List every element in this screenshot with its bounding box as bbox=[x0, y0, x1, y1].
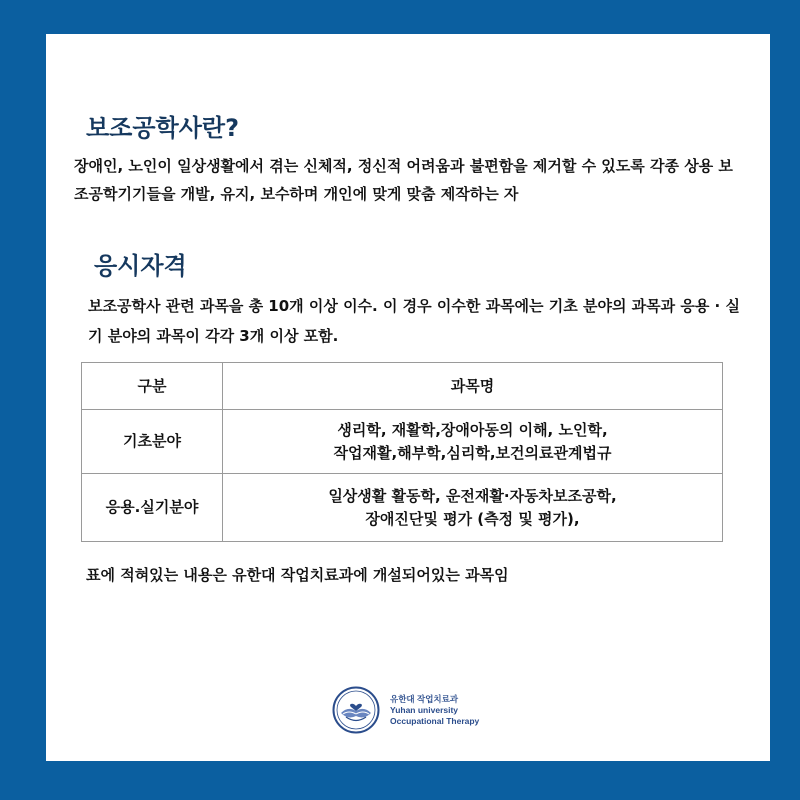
logo-text bbox=[390, 694, 479, 727]
table-note: 표에 적혀있는 내용은 유한대 작업치료과에 개설되어있는 과목임 bbox=[86, 566, 509, 584]
qualification-text: 보조공학사 관련 과목을 총 10개 이상 이수. 이 경우 이수한 과목에는 기초 분야의 과목과 응용 · 실기 분야의 과목이 각각 3개 이상 포함. bbox=[88, 297, 740, 345]
qualification-heading: 응시자격 bbox=[94, 252, 187, 280]
row-subjects bbox=[223, 474, 723, 542]
row-category: 응용.실기분야 bbox=[82, 474, 223, 542]
page-title: 보조공학사란? bbox=[86, 114, 240, 142]
logo-line-university: Yuhan university bbox=[390, 704, 459, 715]
header-subjects: 과목명 bbox=[223, 363, 723, 410]
row-subjects bbox=[223, 410, 723, 474]
intro-text: 장애인, 노인이 일상생활에서 겪는 신체적, 정신적 어려움과 불편함을 제거할 수 있도록 각종 상용 보조공학기기들을 개발, 유지, 보수하며 개인에 맞게 맞춤 제작하는 자 bbox=[74, 157, 733, 203]
subjects-line: 장애진단및 평가 (측정 및 평가), bbox=[365, 509, 580, 528]
subjects-table bbox=[81, 362, 723, 542]
table-header-row bbox=[82, 363, 723, 410]
table-row bbox=[82, 474, 723, 542]
table-row bbox=[82, 410, 723, 474]
header-category: 구분 bbox=[82, 363, 223, 410]
subjects-line: 생리학, 재활학,장애아동의 이해, 노인학, bbox=[337, 420, 608, 439]
logo-line-department: Occupational Therapy bbox=[390, 715, 480, 726]
subjects-line: 작업재활,해부학,심리학,보건의료관계법규 bbox=[333, 443, 612, 462]
department-logo bbox=[332, 686, 479, 734]
row-category: 기초분야 bbox=[82, 410, 223, 474]
hands-heart-icon bbox=[332, 686, 380, 734]
content-card bbox=[46, 34, 770, 761]
logo-line-korean: 유한대 작업치료과 bbox=[390, 693, 459, 704]
subjects-line: 일상생활 활동학, 운전재활·자동차보조공학, bbox=[328, 486, 617, 505]
